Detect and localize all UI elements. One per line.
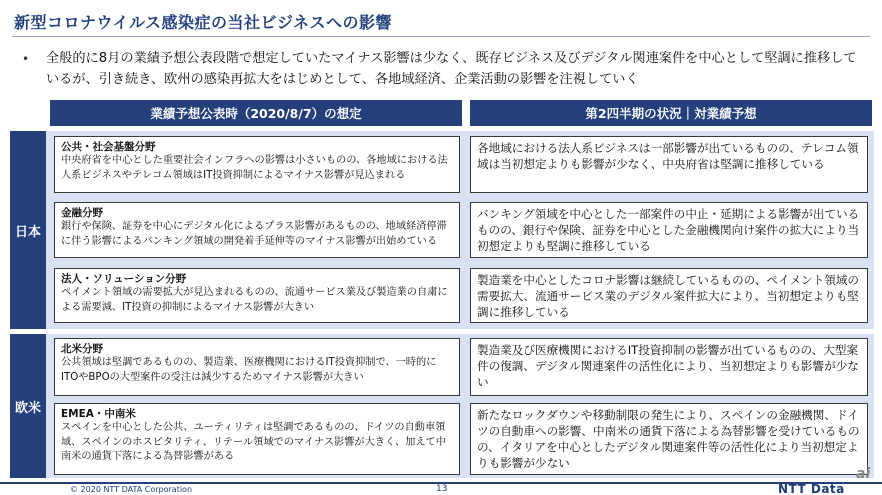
region-label-west: 欧米 bbox=[10, 334, 46, 478]
card-title: 公共・社会基盤分野 bbox=[61, 141, 156, 153]
card-title: 法人・ソリューション分野 bbox=[61, 273, 187, 285]
assumption-card-finance bbox=[54, 202, 460, 258]
card-body: 中央府省を中心とした重要社会インフラへの影響は小さいものの、各地域における法人系ビジネスやテレコム領域はIT投資抑制によるマイナス影響が見込まれる bbox=[61, 155, 448, 181]
watermark-logo: ai bbox=[856, 466, 871, 482]
copyright-text: © 2020 NTT DATA Corporation bbox=[70, 485, 193, 494]
region-label-japan: 日本 bbox=[10, 131, 46, 329]
card-body: 新たなロックダウンや移動制限の発生により、スペインの金融機関、ドイツの自動車への影響、中南米の通貨下落による為替影響を受けているものの、イタリアを中心としたデジタル関連案件等の活性化により当初想定よりも影響が少ない bbox=[477, 408, 860, 470]
header-forecast-assumption: 業績予想公表時（2020/8/7）の想定 bbox=[50, 100, 462, 126]
assumption-card-north-america bbox=[54, 338, 460, 396]
card-body: 製造業及び医療機関におけるIT投資抑制の影響が出ているものの、大型案件の復調、デジタル関連案件の活性化により、当初想定よりも影響が少ない bbox=[477, 343, 859, 389]
card-body: バンキング領域を中心とした一部案件の中止・延期による影響が出ているものの、銀行や保険、証券を中心とした金融機関向け案件の拡大により当初想定よりも堅調に推移している bbox=[477, 207, 860, 253]
slide-title: 新型コロナウイルス感染症の当社ビジネスへの影響 bbox=[14, 13, 393, 32]
card-title: EMEA・中南米 bbox=[61, 408, 136, 420]
status-card-enterprise bbox=[470, 268, 868, 323]
title-divider bbox=[12, 36, 870, 37]
assumption-card-enterprise bbox=[54, 268, 460, 323]
status-card-finance bbox=[470, 202, 868, 258]
card-title: 北米分野 bbox=[61, 343, 103, 355]
assumption-card-public bbox=[54, 136, 460, 193]
assumption-card-emea-latam bbox=[54, 403, 460, 475]
card-body: 各地域における法人系ビジネスは一部影響が出ているものの、テレコム領域は当初想定よりも影響が少なく、中央府省は堅調に推移している bbox=[477, 141, 859, 171]
status-card-public bbox=[470, 136, 868, 193]
status-card-north-america bbox=[470, 338, 868, 396]
card-body: 製造業を中心としたコロナ影響は継続しているものの、ペイメント領域の需要拡大、流通サービス業のデジタル案件拡大により、当初想定よりも堅調に推移している bbox=[477, 273, 860, 319]
status-card-emea-latam bbox=[470, 403, 868, 475]
bullet-marker: • bbox=[22, 52, 30, 66]
card-title: 金融分野 bbox=[61, 207, 103, 219]
card-body: 銀行や保険、証券を中心にデジタル化によるプラス影響があるものの、地域経済停滞に伴う影響によるバンキング領域の開発着手延伸等のマイナス影響が出始めている bbox=[61, 221, 447, 247]
card-body: スペインを中心とした公共、ユーティリティは堅調であるものの、ドイツの自動車領域、スペインのホスピタリティ、リテール領域でのマイナス影響が大きく、加えて中南米の通貨下落による為替影響がある bbox=[61, 422, 446, 462]
header-q2-status: 第2四半期の状況｜対業績予想 bbox=[470, 100, 872, 126]
summary-bullet: 全般的に8月の業績予想公表段階で想定していたマイナス影響は少なく、既存ビジネス及びデジタル関連案件を中心として堅調に推移しているが、引き続き、欧州の感染再拡大をはじめとして、各地域経済、企業活動の影響を注視していく bbox=[46, 51, 857, 87]
page-number: 13 bbox=[436, 484, 448, 494]
card-body: 公共領域は堅調であるものの、製造業、医療機関におけるIT投資抑制で、一時的にITOやBPOの大型案件の受注は減少するためマイナス影響が大きい bbox=[61, 357, 437, 383]
ntt-data-logo: NTT Data bbox=[778, 482, 845, 495]
card-body: ペイメント領域の需要拡大が見込まれるものの、流通サービス業及び製造業の自粛による需要減、IT投資の抑制によるマイナス影響が大きい bbox=[61, 287, 448, 313]
